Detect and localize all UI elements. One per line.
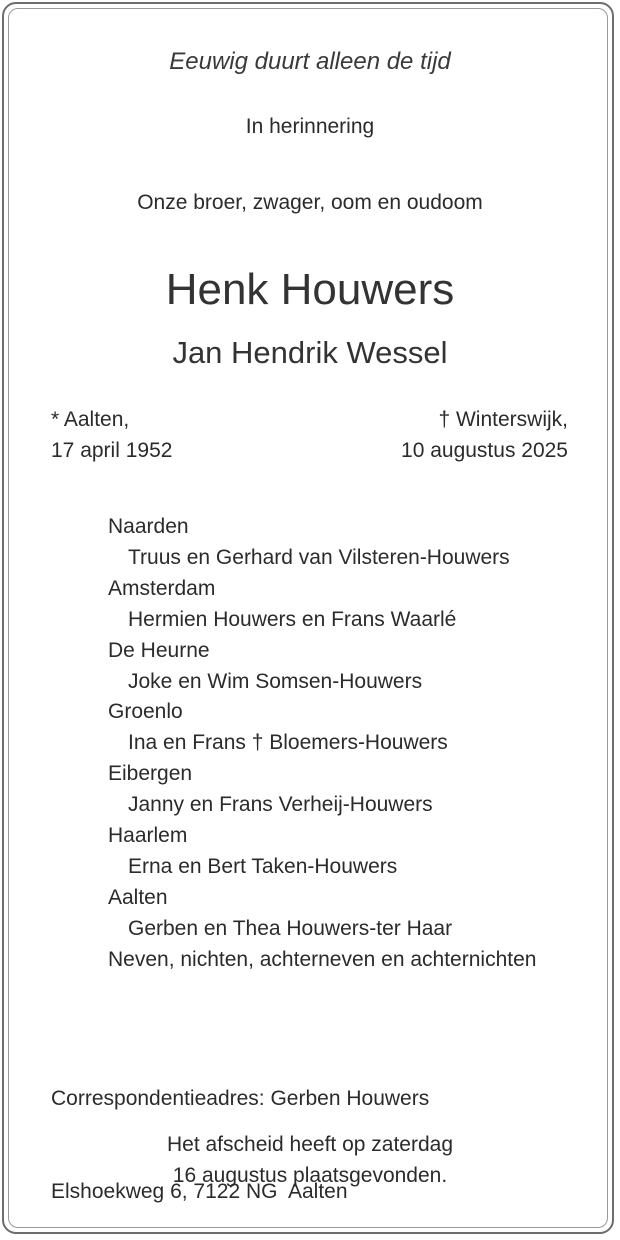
family-place: Aalten [108, 885, 168, 909]
deceased-name: Henk Houwers [165, 265, 455, 314]
farewell-notice [0, 1129, 620, 1191]
family-place: De Heurne [108, 638, 210, 662]
family-place: Haarlem [108, 824, 188, 848]
family-members: Gerben en Thea Houwers-ter Haar [128, 916, 453, 940]
birth-date: 17 april 1952 [51, 439, 173, 462]
death-info [401, 404, 568, 466]
motto: Eeuwig duurt alleen de tijd [169, 48, 451, 75]
family-members: Janny en Frans Verheij-Houwers [128, 793, 433, 817]
family-members: Joke en Wim Somsen-Houwers [128, 669, 423, 693]
correspondence-line-2: Elshoekweg 6, 7122 NG Aalten [51, 1180, 348, 1203]
birth-info [51, 404, 172, 466]
family-place: Amsterdam [108, 576, 216, 600]
family-members: Ina en Frans † Bloemers-Houwers [128, 731, 448, 755]
death-place: † Winterswijk, [438, 408, 568, 431]
relation-text: Onze broer, zwager, oom en oudoom [137, 191, 483, 214]
farewell-line-2: 16 augustus plaatsgevonden. [172, 1164, 448, 1187]
death-date: 10 augustus 2025 [401, 439, 568, 462]
correspondence-line-1: Correspondentieadres: Gerben Houwers [51, 1087, 430, 1110]
family-place: Naarden [108, 515, 189, 538]
farewell-line-1: Het afscheid heeft op zaterdag [166, 1133, 454, 1156]
family-members: Truus en Gerhard van Vilsteren-Houwers [128, 545, 510, 569]
family-members: Erna en Bert Taken-Houwers [128, 854, 398, 878]
family-list [108, 512, 536, 976]
extended-family: Neven, nichten, achterneven en achternichten [108, 947, 537, 971]
deceased-full-name: Jan Hendrik Wessel [172, 335, 448, 370]
family-place: Groenlo [108, 700, 183, 724]
intro-text: In herinnering [245, 115, 375, 138]
family-place: Eibergen [108, 762, 193, 786]
family-members: Hermien Houwers en Frans Waarlé [128, 607, 457, 631]
birth-place: * Aalten, [51, 408, 130, 431]
